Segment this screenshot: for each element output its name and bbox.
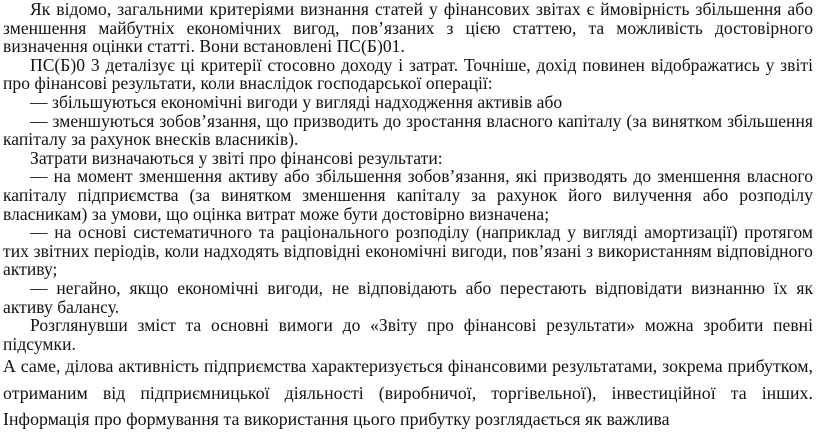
list-item-immediately: — негайно, якщо економічні вигоди, не відповідають або перестають відповідати визнанню їх як активу балансу. bbox=[3, 277, 813, 317]
paragraph-expenses-heading: Затрати визначаються у звіті про фінансові результати: bbox=[30, 147, 443, 168]
list-item-asset-decrease: — на момент зменшення активу або збільшення зобов’язання, які призводять до зменшення власного капіталу підприємства (за винятком зменшення капіталу за рахунок його вилучення або розподілу власникам) за умови, що оцінка витрат може бути достовірно визначена; bbox=[3, 166, 813, 224]
list-item-benefits-increase: — збільшуються економічні вигоди у вигляді надходження активів або bbox=[30, 91, 563, 112]
paragraph-business-activity: А саме, ділова активність підприємства характеризується фінансовими результатами, зокрема прибутком, отриманим від підприємницької діяльності (виробничої, торгівельної), інвестиційної та інших. Інформація про формування та використання цього прибутку розглядається як важлива bbox=[3, 356, 813, 430]
paragraph-income-criteria: ПС(Б)0 3 деталізує ці критерії стосовно доходу і затрат. Точніше, дохід повинен відображатись у звіті про фінансові результати, коли внаслідок господарської операції: bbox=[3, 54, 813, 94]
list-item-liabilities-decrease: — зменшуються зобов’язання, що призводить до зростання власного капіталу (за винятком збільшення капіталу за рахунок внесків власників). bbox=[3, 110, 813, 150]
paragraph-recognition-criteria: Як відомо, загальними критеріями визнання статей у фінансових звітах є ймовірність збільшення або зменшення майбутніх економічних вигод, пов’язаних з цією статтею, та можливість достовірного визначення оцінки статті. Вони встановлені ПС(Б)01. bbox=[3, 0, 813, 57]
list-item-systematic-allocation: — на основі систематичного та раціонального розподілу (наприклад у вигляді амортизації) протягом тих звітних періодів, коли надходять відповідні економічні вигоди, пов’язані з використанням відповідного активу; bbox=[3, 222, 813, 280]
paragraph-summary: Розглянувши зміст та основні вимоги до «Звіту про фінансові результати» можна зробити певні підсумки. bbox=[3, 315, 813, 354]
